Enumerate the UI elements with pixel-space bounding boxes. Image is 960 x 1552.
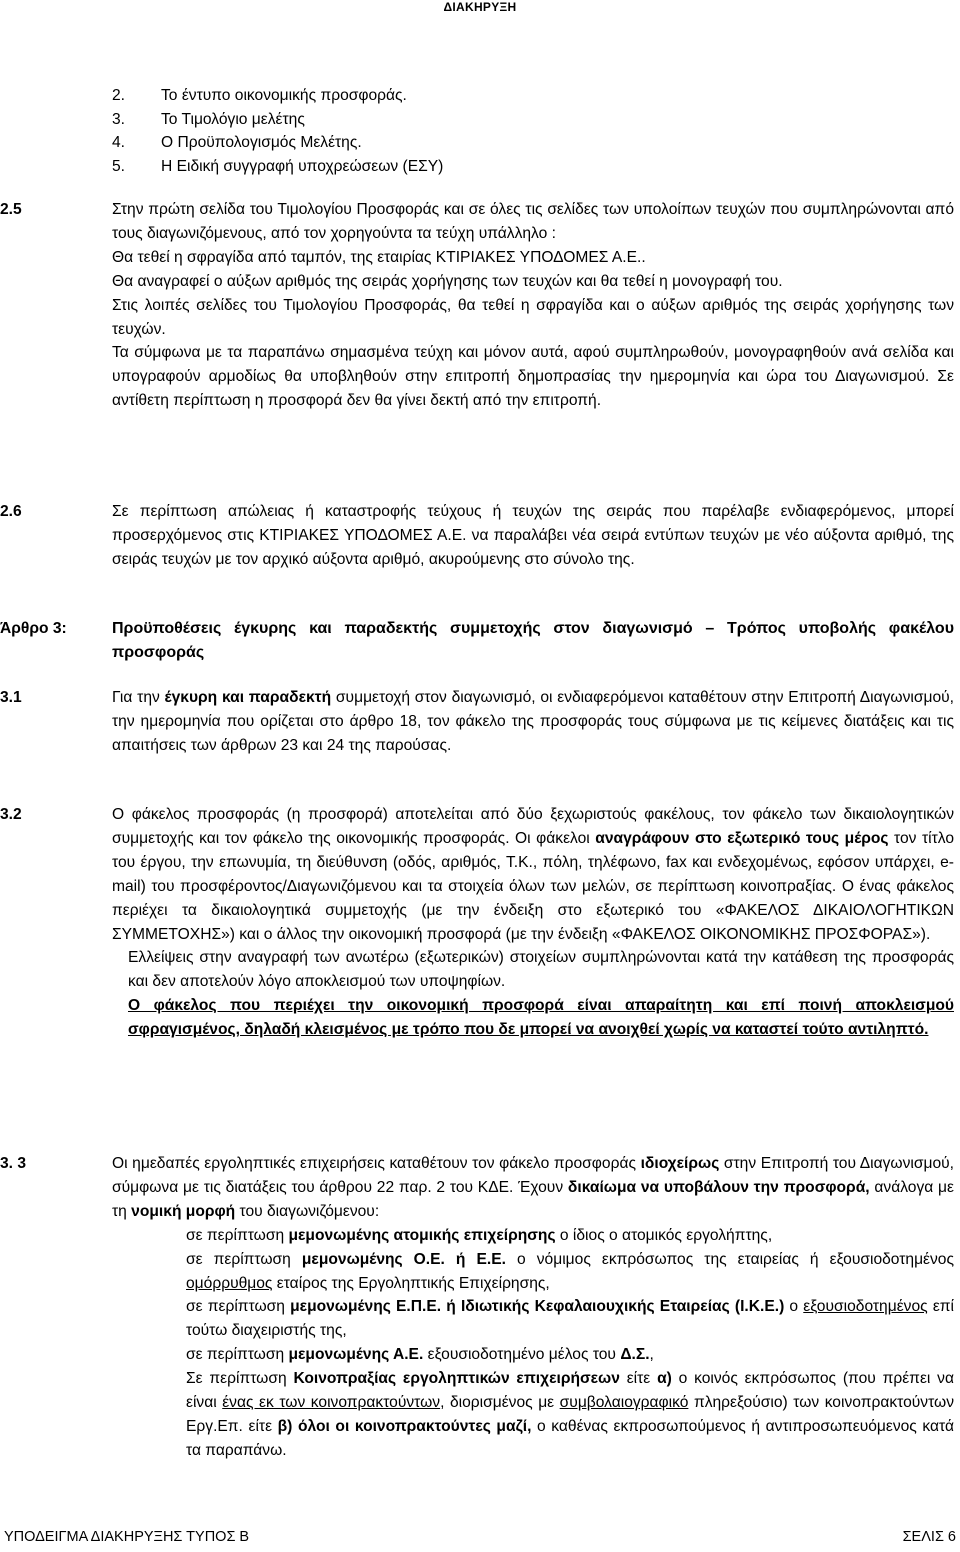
text: ο ίδιος ο ατομικός εργολήπτης,: [555, 1226, 773, 1244]
footer-page-number: ΣΕΛΙΣ 6: [902, 1529, 956, 1545]
section-number: 3.2: [0, 806, 22, 823]
paragraph: Σε περίπτωση απώλειας ή καταστροφής τεύχους ή τευχών της σειράς που παρέλαβε ενδιαφερόμενος, μπορεί προσερχόμενος στις ΚΤΙΡΙΑΚΕΣ ΥΠΟΔΟΜΕΣ Α.Ε. να παραλάβει νέα σειρά εντύπων τευχών με νέο αύξοντα αριθμό, της σειράς τευχών με τον αρχικό αύξοντα αριθμό, ακυρούμενης στο σύνολο της.: [112, 503, 954, 568]
underlined-text: συμβολαιογραφικό: [559, 1394, 689, 1412]
text: Οι ημεδαπές εργοληπτικές επιχειρήσεις καταθέτουν τον φάκελο προσφοράς: [112, 1155, 641, 1172]
section-number: 2.5: [0, 201, 22, 218]
bold-text: δικαίωμα να υποβάλουν την προσφορά,: [567, 1178, 870, 1196]
text: Σε περίπτωση: [186, 1370, 294, 1388]
underlined-text: ομόρρυθμος: [186, 1274, 273, 1292]
underlined-text: εξουσιοδοτημένος: [803, 1298, 928, 1316]
text: ο καθένας εκπροσωπούμενος ή αντιπροσωπευόμενος κατά τα παραπάνω.: [186, 1417, 954, 1459]
text: σε περίπτωση: [186, 1298, 291, 1316]
bold-text: μεμονωμένης Ο.Ε. ή Ε.Ε.: [301, 1250, 506, 1268]
text: επί τούτω διαχειριστής της,: [186, 1298, 954, 1340]
article-3: [0, 617, 960, 665]
bold-text: νομική μορφή: [131, 1202, 236, 1220]
text: τον τίτλο του έργου, την επωνυμία, τη διεύθυνση (οδός, αριθμός, Τ.Κ., πόλη, τηλέφωνο, fax και ενδεχομένως, εφόσον υπάρχει, e-mail) του προσφέροντος/Διαγωνιζόμενου και τα στοιχεία όλων των μελών, σε περίπτωση κοινοπραξίας. Ο ένας φάκελος περιέχει τα δικαιολογητικά συμμετοχής (με την ένδειξη στο εξωτερικό του «ΦΑΚΕΛΟΣ ΔΙΚΑΙΟΛΟΓΗΤΙΚΩΝ ΣΥΜΜΕΤΟΧΗΣ») και ο άλλος την οικονομική προσφορά (με την ένδειξη «ΦΑΚΕΛΟΣ ΟΙΚΟΝΟΜΙΚΗΣ ΠΡΟΣΦΟΡΑΣ»).: [112, 829, 954, 943]
bold-text: β) όλοι οι κοινοπρακτούντες μαζί,: [277, 1417, 532, 1435]
footer-left: ΥΠΟΔΕΙΓΜΑ ΔΙΑΚΗΡΥΞΗΣ ΤΥΠΟΣ Β: [4, 1529, 250, 1545]
text: του διαγωνιζόμενου:: [235, 1202, 380, 1220]
paragraph: [112, 1152, 954, 1224]
list-number: 2.: [112, 87, 126, 104]
section-number: 2.6: [0, 503, 22, 520]
paragraph: Στις λοιπές σελίδες του Τιμολογίου Προσφοράς, θα τεθεί η σφραγίδα και ο αύξων αριθμός της σειράς χορήγησης των τευχών.: [112, 296, 954, 338]
bold-text: α): [657, 1370, 672, 1388]
article-title: Προϋποθέσεις έγκυρης και παραδεκτής συμμετοχής στον διαγωνισμό – Τρόπος υποβολής φακέλου προσφοράς: [112, 620, 954, 661]
page-header: ΔΙΑΚΗΡΥΞΗ: [443, 0, 517, 14]
bold-text: έγκυρη και παραδεκτή: [164, 689, 332, 706]
paragraph: Στην πρώτη σελίδα του Τιμολογίου Προσφοράς και σε όλες τις σελίδες των υπολοίπων τευχών που συμπληρώνονται από τους διαγωνιζόμενους, από τον χορηγούντα τα τεύχη υπάλληλο :: [112, 201, 954, 242]
paragraph: [112, 994, 954, 1042]
text: στην Επιτροπή του Διαγωνισμού, σύμφωνα με τις διατάξεις του άρθρου 22 παρ. 2 του ΚΔΕ. Έχουν: [112, 1155, 954, 1196]
list-text: Η Ειδική συγγραφή υποχρεώσεων (ΕΣΥ): [161, 157, 444, 175]
text: σε περίπτωση: [186, 1346, 289, 1364]
list-number: 5.: [112, 157, 126, 175]
text: είτε: [619, 1370, 658, 1388]
list-item: [112, 1248, 954, 1296]
underlined-text: ένας εκ των κοινοπρακτούντων: [222, 1394, 441, 1412]
article-number: Άρθρο 3:: [0, 620, 67, 637]
paragraph: Θα τεθεί η σφραγίδα από ταμπόν, της εταιρίας ΚΤΙΡΙΑΚΕΣ ΥΠΟΔΟΜΕΣ Α.Ε..: [112, 248, 646, 266]
list-text: Ο Προϋπολογισμός Μελέτης.: [161, 134, 362, 151]
paragraph: Θα αναγραφεί ο αύξων αριθμός της σειράς χορήγησης των τευχών και θα τεθεί η μονογραφή του.: [112, 272, 783, 290]
section-3-1: [0, 686, 960, 758]
list-item: [112, 131, 443, 155]
list-text: Το Τιμολόγιο μελέτης: [161, 110, 305, 128]
bold-text: μεμονωμένης ατομικής επιχείρησης: [288, 1226, 556, 1244]
text: ο νόμιμος εκπρόσωπος της εταιρείας ή εξουσιοδοτημένος: [505, 1250, 954, 1268]
paragraph: Τα σύμφωνα με τα παραπάνω σημασμένα τεύχη και μόνον αυτά, αφού συμπληρωθούν, μονογραφηθούν ανά σελίδα και υπογραφούν αρμοδίως θα υποβληθούν στην επιτροπή δημοπρασίας την ημερομηνία και ώρα του Διαγωνισμού. Σε αντίθετη περίπτωση η προσφορά δεν θα γίνει δεκτή από την επιτροπή.: [112, 344, 954, 410]
text: συμμετοχή στον διαγωνισμό, οι ενδιαφερόμενοι καταθέτουν στην Επιτροπή Διαγωνισμού, την ημερομηνία που ορίζεται στο άρθρο 18, τον φάκελο της προσφοράς τους σύμφωνα με τις κείμενες διατάξεις και τις απαιτήσεις των άρθρων 23 και 24 της παρούσας.: [112, 689, 954, 754]
list-item: [112, 1295, 954, 1343]
list-item: [112, 1343, 954, 1367]
document-list: [112, 84, 443, 178]
list-number: 4.: [112, 134, 126, 151]
list-item: [112, 108, 443, 132]
paragraph: Ελλείψεις στην αναγραφή των ανωτέρω (εξωτερικών) στοιχείων συμπληρώνονται κατά την κατάθεση της προσφοράς και δεν αποτελούν λόγο αποκλεισμού των υποψηφίων.: [128, 949, 954, 991]
section-2-5: [0, 198, 960, 413]
bold-text: μεμονωμένης Α.Ε.: [288, 1346, 424, 1364]
list-item: [112, 1367, 954, 1463]
text: εξουσιοδοτημένο μέλος του: [423, 1346, 621, 1364]
list-item: [112, 155, 443, 179]
bold-text: μεμονωμένης Ε.Π.Ε. ή Ιδιωτικής Κεφαλαιουχικής Εταιρείας (Ι.Κ.Ε.): [290, 1298, 785, 1316]
text: ,: [649, 1346, 654, 1364]
bold-underlined-text: Ο φάκελος που περιέχει την οικονομική προσφορά είναι απαραίτητη και επί ποινή αποκλεισμού σφραγισμένος, δηλαδή κλεισμένος με τρόπο που δε μπορεί να ανοιχθεί χωρίς να καταστεί τούτο αντιληπτό.: [128, 997, 954, 1039]
text: ο κοινός εκπρόσωπος (που πρέπει να είναι: [186, 1370, 954, 1412]
paragraph: [112, 803, 954, 946]
section-3-2: [0, 803, 960, 1042]
paragraph: [112, 686, 954, 758]
text: Ο φάκελος προσφοράς (η προσφορά) αποτελείται από δύο ξεχωριστούς φακέλους, τον φάκελο των δικαιολογητικών συμμετοχής και τον φάκελο της οικονομικής προσφοράς. Οι φάκελοι: [112, 806, 954, 847]
list-item: [112, 1224, 954, 1248]
section-number: 3.1: [0, 689, 22, 706]
text: σε περίπτωση: [186, 1226, 289, 1244]
bold-text: ιδιοχείρως: [640, 1155, 720, 1172]
list-item: [112, 84, 443, 108]
section-number: 3. 3: [0, 1155, 27, 1172]
section-2-6: [0, 500, 960, 572]
bold-text: Κοινοπραξίας εργοληπτικών επιχειρήσεων: [293, 1370, 620, 1388]
list-text: Το έντυπο οικονομικής προσφοράς.: [161, 87, 407, 104]
list-number: 3.: [112, 110, 126, 128]
section-3-3: [0, 1152, 960, 1463]
text: , διορισμένος με: [440, 1394, 560, 1412]
text: πληρεξούσιο) των κοινοπρακτούντων Εργ.Επ. είτε: [186, 1394, 954, 1435]
bold-text: αναγράφουν στο εξωτερικό τους μέρος: [595, 829, 889, 847]
text: ο: [784, 1298, 804, 1316]
text: Για την: [112, 689, 165, 706]
bold-text: Δ.Σ.: [620, 1346, 650, 1364]
text: ανάλογα με τη: [112, 1178, 954, 1220]
text: σε περίπτωση: [186, 1250, 302, 1268]
text: εταίρος της Εργοληπτικής Επιχείρησης,: [272, 1274, 550, 1292]
